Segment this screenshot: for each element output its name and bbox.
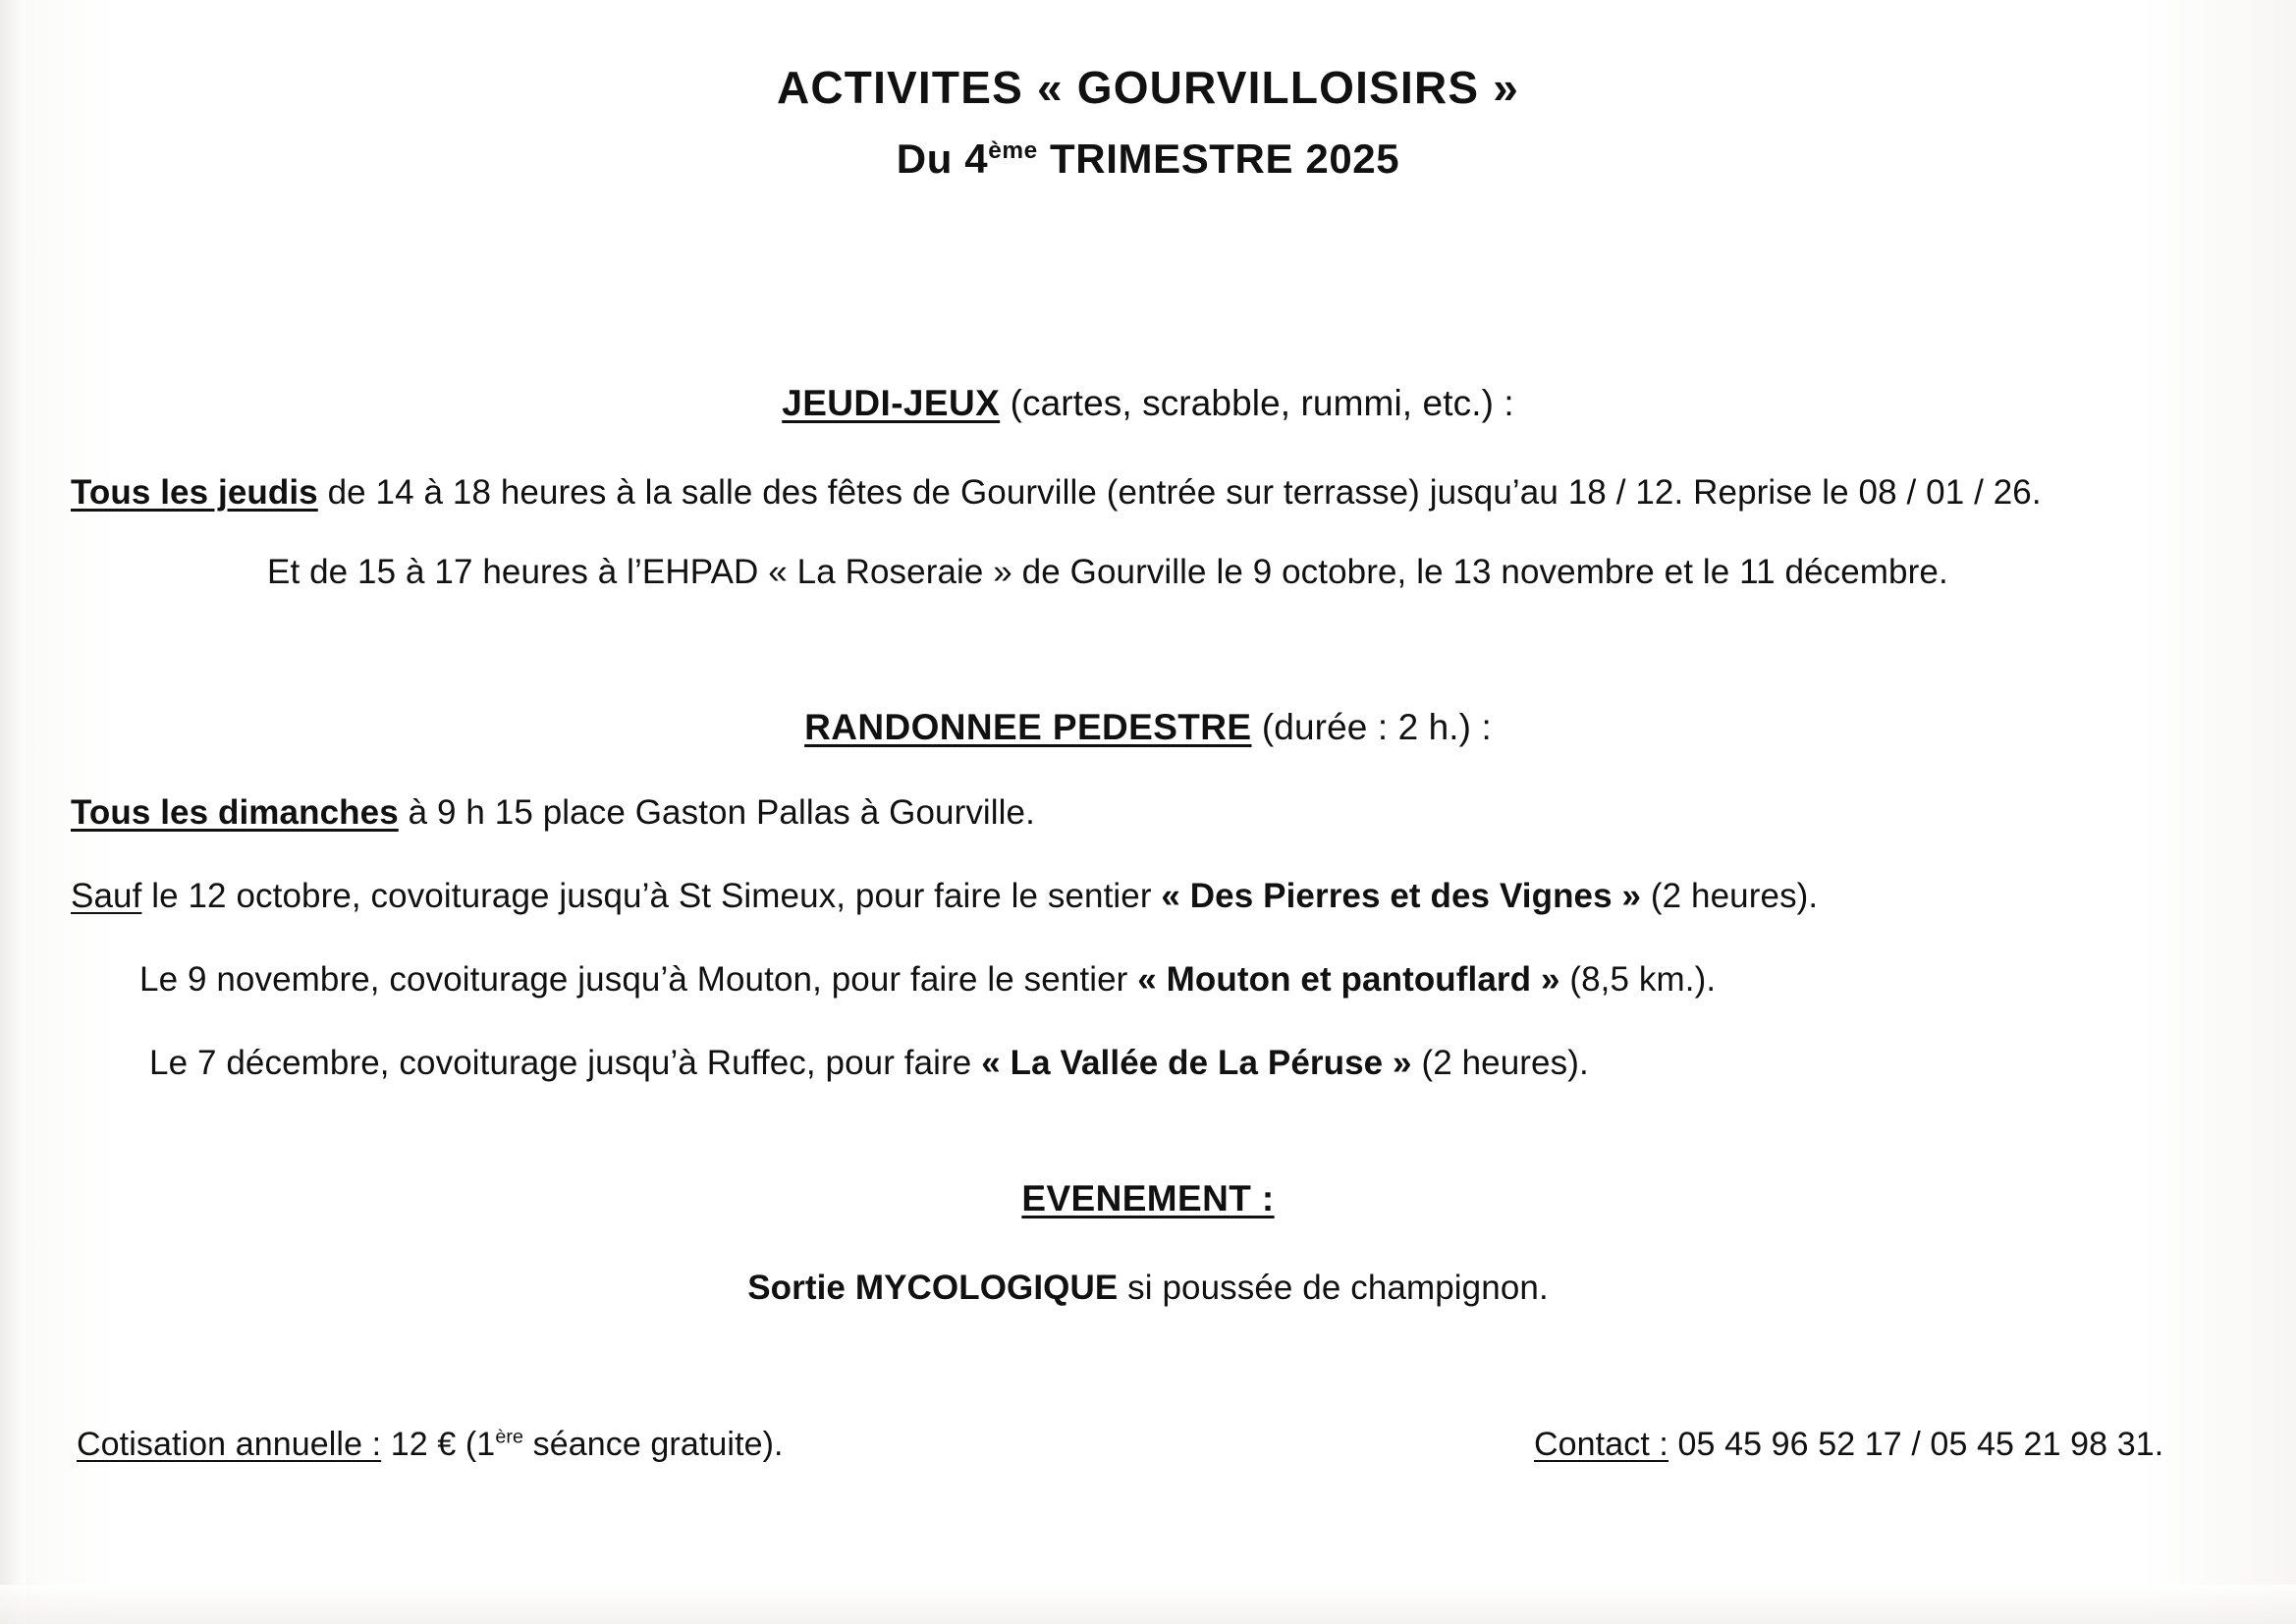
subtitle-ordinal-suffix: ème	[988, 137, 1038, 164]
randonnee-line-4-mid: Le 7 décembre, covoiturage jusqu’à Ruffec, pour faire	[149, 1044, 982, 1082]
document-title: ACTIVITES « GOURVILLOISIRS »	[776, 62, 1520, 113]
section-heading-evenement	[0, 1178, 2296, 1219]
randonnee-line-4-end: (2 heures).	[1411, 1044, 1589, 1082]
jeudi-jeux-line-1-rest: de 14 à 18 heures à la salle des fêtes de Gourville (entrée sur terrasse) jusqu’au 18 / 12. Reprise le 08 / 01 / 26.	[317, 473, 2042, 512]
subtitle-prefix: Du 4	[896, 135, 989, 182]
footer-contact-value: 05 45 96 52 17 / 05 45 21 98 31.	[1667, 1426, 2164, 1463]
randonnee-line-3-end: (8,5 km.).	[1559, 960, 1717, 999]
randonnee-line-2-trail-name: « Des Pierres et des Vignes »	[1161, 877, 1642, 915]
evenement-line-1-lead: Sortie MYCOLOGIQUE	[747, 1269, 1119, 1307]
jeudi-jeux-line-2: Et de 15 à 17 heures à l’EHPAD « La Roseraie » de Gourville le 9 octobre, le 13 novembre et le 11 décembre.	[267, 553, 1948, 591]
randonnee-line-2-end: (2 heures).	[1641, 877, 1819, 915]
section-heading-jeudi-jeux-label: JEUDI-JEUX	[782, 383, 1001, 423]
footer-cotisation-value-prefix: 12 € (1	[381, 1426, 496, 1463]
footer-contact	[1534, 1426, 2163, 1464]
section-heading-jeudi-jeux	[0, 383, 2296, 424]
jeudi-jeux-line-1-lead: Tous les jeudis	[71, 473, 318, 512]
footer-cotisation-ordinal-suffix: ère	[495, 1426, 524, 1448]
document-subtitle	[0, 135, 2296, 183]
footer-contact-label: Contact :	[1534, 1426, 1668, 1463]
randonnee-line-4	[149, 1044, 1589, 1083]
randonnee-line-1-lead: Tous les dimanches	[71, 793, 399, 832]
section-heading-randonnee-detail: (durée : 2 h.) :	[1251, 707, 1492, 747]
section-heading-randonnee-label: RANDONNEE PEDESTRE	[804, 707, 1252, 747]
randonnee-line-3-mid: Le 9 novembre, covoiturage jusqu’à Mouton, pour faire le sentier	[139, 960, 1138, 999]
section-heading-jeudi-jeux-detail: (cartes, scrabble, rummi, etc.) :	[1000, 383, 1514, 423]
footer-cotisation	[77, 1426, 784, 1464]
randonnee-line-3-trail-name: « Mouton et pantouflard »	[1137, 960, 1560, 999]
randonnee-line-1	[71, 793, 1035, 833]
randonnee-line-4-trail-name: « La Vallée de La Péruse »	[981, 1044, 1412, 1082]
jeudi-jeux-line-1	[71, 473, 2042, 513]
randonnee-line-2	[71, 877, 1818, 916]
footer-cotisation-label: Cotisation annuelle :	[77, 1426, 382, 1463]
footer-cotisation-value-suffix: séance gratuite).	[523, 1426, 784, 1463]
randonnee-line-2-mid: le 12 octobre, covoiturage jusqu’à St Simeux, pour faire le sentier	[141, 877, 1162, 915]
randonnee-line-2-lead: Sauf	[71, 877, 142, 915]
randonnee-line-3	[139, 960, 1716, 1000]
section-heading-randonnee	[0, 707, 2296, 748]
section-heading-evenement-label: EVENEMENT :	[1021, 1178, 1275, 1218]
randonnee-line-1-rest: à 9 h 15 place Gaston Pallas à Gourville.	[398, 793, 1035, 832]
evenement-line-1-rest: si poussée de champignon.	[1118, 1269, 1549, 1307]
subtitle-suffix: TRIMESTRE 2025	[1037, 135, 1400, 182]
evenement-line-1	[0, 1269, 2296, 1308]
